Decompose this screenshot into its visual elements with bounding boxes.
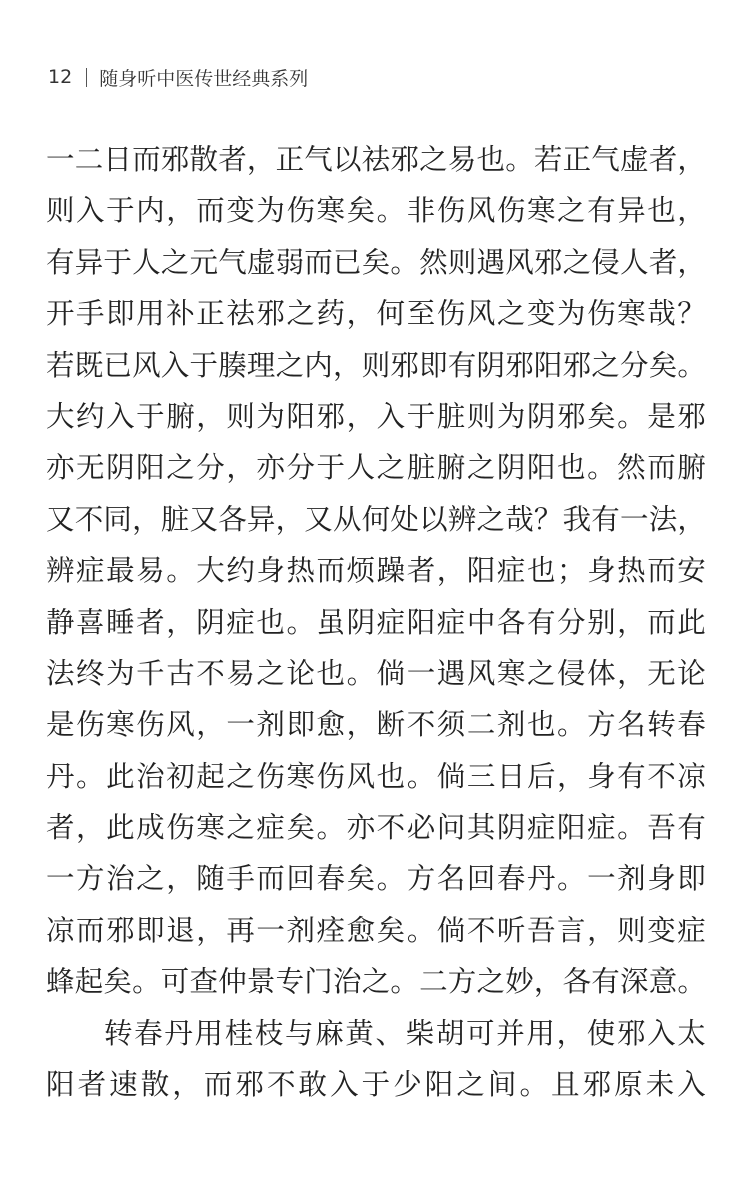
- text-line: 蜂起矣。可查仲景专门治之。二方之妙，各有深意。: [46, 965, 706, 999]
- text-line: 则入于内，而变为伤寒矣。非伤风伤寒之有异也，: [46, 194, 706, 228]
- page-number: 12: [48, 66, 73, 88]
- body-text: [46, 140, 706, 1116]
- text-line: 又不同，脏又各异，又从何处以辨之哉？我有一法，: [46, 502, 706, 536]
- text-line: 大约入于腑，则为阳邪，入于脏则为阴邪矣。是邪: [46, 399, 706, 433]
- text-line: 开手即用补正祛邪之药，何至伤风之变为伤寒哉？: [46, 297, 706, 331]
- running-header: [48, 64, 308, 90]
- text-line: 一方治之，随手而回春矣。方名回春丹。一剂身即: [46, 862, 706, 896]
- text-line: 凉而邪即退，再一剂痊愈矣。倘不听吾言，则变症: [46, 913, 706, 947]
- text-line: 者，此成伤寒之症矣。亦不必问其阴症阳症。吾有: [46, 811, 706, 845]
- text-line: 辨症最易。大约身热而烦躁者，阳症也；身热而安: [46, 554, 706, 588]
- text-line: 亦无阴阳之分，亦分于人之脏腑之阴阳也。然而腑: [46, 451, 706, 485]
- series-title: 随身听中医传世经典系列: [99, 67, 309, 90]
- text-line: 若既已风入于腠理之内，则邪即有阴邪阳邪之分矣。: [46, 348, 706, 382]
- paragraph-start-line: 转春丹用桂枝与麻黄、柴胡可并用，使邪入太: [104, 1016, 706, 1050]
- text-line: 是伤寒伤风，一剂即愈，断不须二剂也。方名转春: [46, 708, 706, 742]
- text-line: 有异于人之元气虚弱而已矣。然则遇风邪之侵人者，: [46, 245, 706, 279]
- text-line: 静喜睡者，阴症也。虽阴症阳症中各有分别，而此: [46, 605, 706, 639]
- text-line: 丹。此治初起之伤寒伤风也。倘三日后，身有不凉: [46, 759, 706, 793]
- text-line: 阳者速散，而邪不敢入于少阳之间。且邪原未入: [46, 1068, 706, 1102]
- text-line: 一二日而邪散者，正气以祛邪之易也。若正气虚者，: [46, 143, 706, 176]
- text-line: 法终为千古不易之论也。倘一遇风寒之侵体，无论: [46, 656, 706, 690]
- header-separator: [86, 68, 87, 87]
